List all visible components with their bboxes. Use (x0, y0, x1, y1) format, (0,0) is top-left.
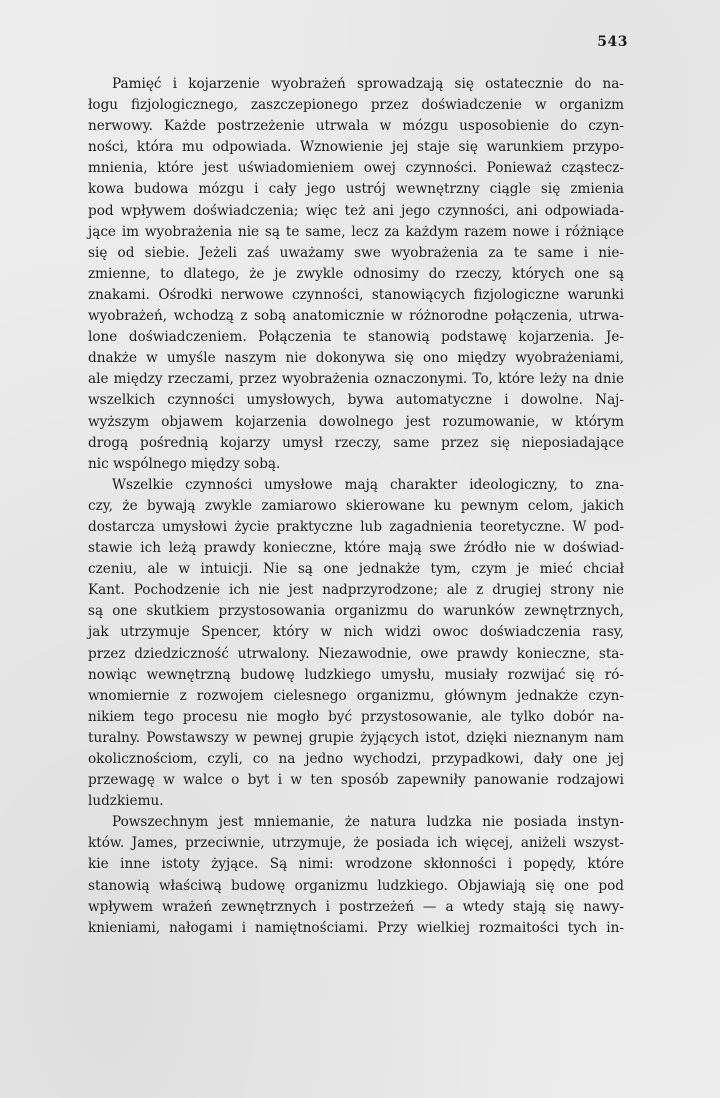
text-line: wyobrażeń, wchodzą z sobą anatomicznie w różnorodne połączenia, utrwa- (88, 308, 624, 325)
text-line: łogu fizjologicznego, zaszczepionego przez doświadczenie w organizm (88, 97, 624, 114)
text-line: dostarcza umysłowi życie praktyczne lub zagadnienia teoretyczne. W pod- (88, 518, 624, 535)
text-line: kie inne istoty żyjące. Są nimi: wrodzone skłonności i popędy, które (88, 856, 624, 873)
text-line: nerwowy. Każde postrzeżenie utrwala w mózgu usposobienie do czyn- (88, 118, 624, 135)
text-line: pod wpływem doświadczenia; więc też ani jego czynności, ani odpowiada- (88, 202, 624, 219)
text-line: się od siebie. Jeżeli zaś uważamy swe wyobrażenia za te same i nie- (88, 244, 624, 261)
text-line: turalny. Powstawszy w pewnej grupie żyjących istot, dzięki nieznanym nam (88, 729, 624, 746)
text-line: czy, że bywają zwykle zamiarowo skierowane ku pewnym celom, jakich (88, 497, 624, 514)
text-line: Kant. Pochodzenie ich nie jest nadprzyrodzone; ale z drugiej strony nie (88, 582, 624, 599)
page-number: 543 (597, 34, 628, 50)
text-line: jące im wyobrażenia nie są te same, lecz za każdym razem nowe i różniące (88, 223, 624, 240)
text-line: któw. James, przeciwnie, utrzymuje, że posiada ich więcej, aniżeli wszyst- (88, 835, 624, 852)
text-line: są one skutkiem przystosowania organizmu do warunków zewnętrznych, (88, 603, 624, 620)
text-line: wpływem wrażeń zewnętrznych i postrzeżeń — a wtedy stają się nawy- (88, 898, 624, 915)
text-line: okolicznościom, czyli, co na jedno wychodzi, przypadkowi, dały one jej (88, 751, 624, 767)
text-line: knieniami, nałogami i namiętnościami. Przy wielkiej rozmaitości tych in- (88, 919, 624, 936)
text-line: nowiąc wewnętrzną budowę ludzkiego umysłu, musiały rozwijać się ró- (88, 666, 624, 683)
text-line: przez dziedziczność utrwalony. Niezawodnie, owe prawdy konieczne, sta- (88, 645, 624, 662)
text-line: ale między rzeczami, przez wyobrażenia oznaczonymi. To, które leży na dnie (88, 371, 624, 388)
text-line: dnakże w umyśle naszym nie dokonywa się ono między wyobrażeniami, (88, 350, 624, 367)
text-line: jak utrzymuje Spencer, który w nich widzi owoc doświadczenia rasy, (88, 624, 624, 641)
text-line: drogą pośrednią kojarzy umysł rzeczy, same przez się nieposiadające (88, 434, 624, 451)
paragraph-1 (88, 74, 624, 475)
text-line: ludzkiemu. (88, 793, 164, 810)
text-line: przewagę w walce o byt i w ten sposób zapewniły panowanie rodzajowi (88, 772, 624, 789)
text-line: nikiem tego procesu nie mogło być przystosowanie, ale tylko dobór na- (88, 708, 624, 725)
text-line: stanowią właściwą budowę organizmu ludzkiego. Objawiają się one pod (88, 877, 624, 894)
text-line: mnienia, które jest uświadomieniem owej czynności. Ponieważ cząstecz- (88, 160, 624, 177)
text-line: stawie ich leżą prawdy konieczne, które mają swe źródło nie w doświad- (88, 540, 624, 557)
text-line: Pamięć i kojarzenie wyobrażeń sprowadzają się ostatecznie do na- (112, 76, 624, 92)
page-text (88, 74, 624, 939)
text-line: znakami. Ośrodki nerwowe czynności, stanowiących fizjologiczne warunki (88, 286, 624, 303)
text-line: czeniu, ale w intuicji. Nie są one jednakże tym, czym je mieć chciał (88, 561, 624, 578)
text-line: wnomiernie z rozwojem cielesnego organizmu, głównym jednakże czyn- (88, 687, 624, 704)
text-line: nic wspólnego między sobą. (88, 455, 281, 472)
text-line: zmienne, to dlatego, że je zwykle odnosimy do rzeczy, których one są (88, 265, 624, 282)
text-line: lone doświadczeniem. Połączenia te stanowią podstawę kojarzenia. Je- (88, 329, 624, 346)
text-line: Powszechnym jest mniemanie, że natura ludzka nie posiada instyn- (112, 814, 624, 831)
text-line: ności, która mu odpowiada. Wznowienie jej staje się warunkiem przypo- (88, 139, 624, 156)
paragraph-3 (88, 812, 624, 939)
text-line: wyższym objawem kojarzenia dowolnego jest rozumowanie, w którym (88, 413, 624, 430)
text-line: kowa budowa mózgu i cały jego ustrój wewnętrzny ciągle się zmienia (88, 181, 624, 198)
text-line: Wszelkie czynności umysłowe mają charakter ideologiczny, to zna- (112, 476, 624, 493)
paragraph-2 (88, 475, 624, 813)
text-line: wszelkich czynności umysłowych, bywa automatyczne i dowolne. Naj- (88, 392, 624, 409)
